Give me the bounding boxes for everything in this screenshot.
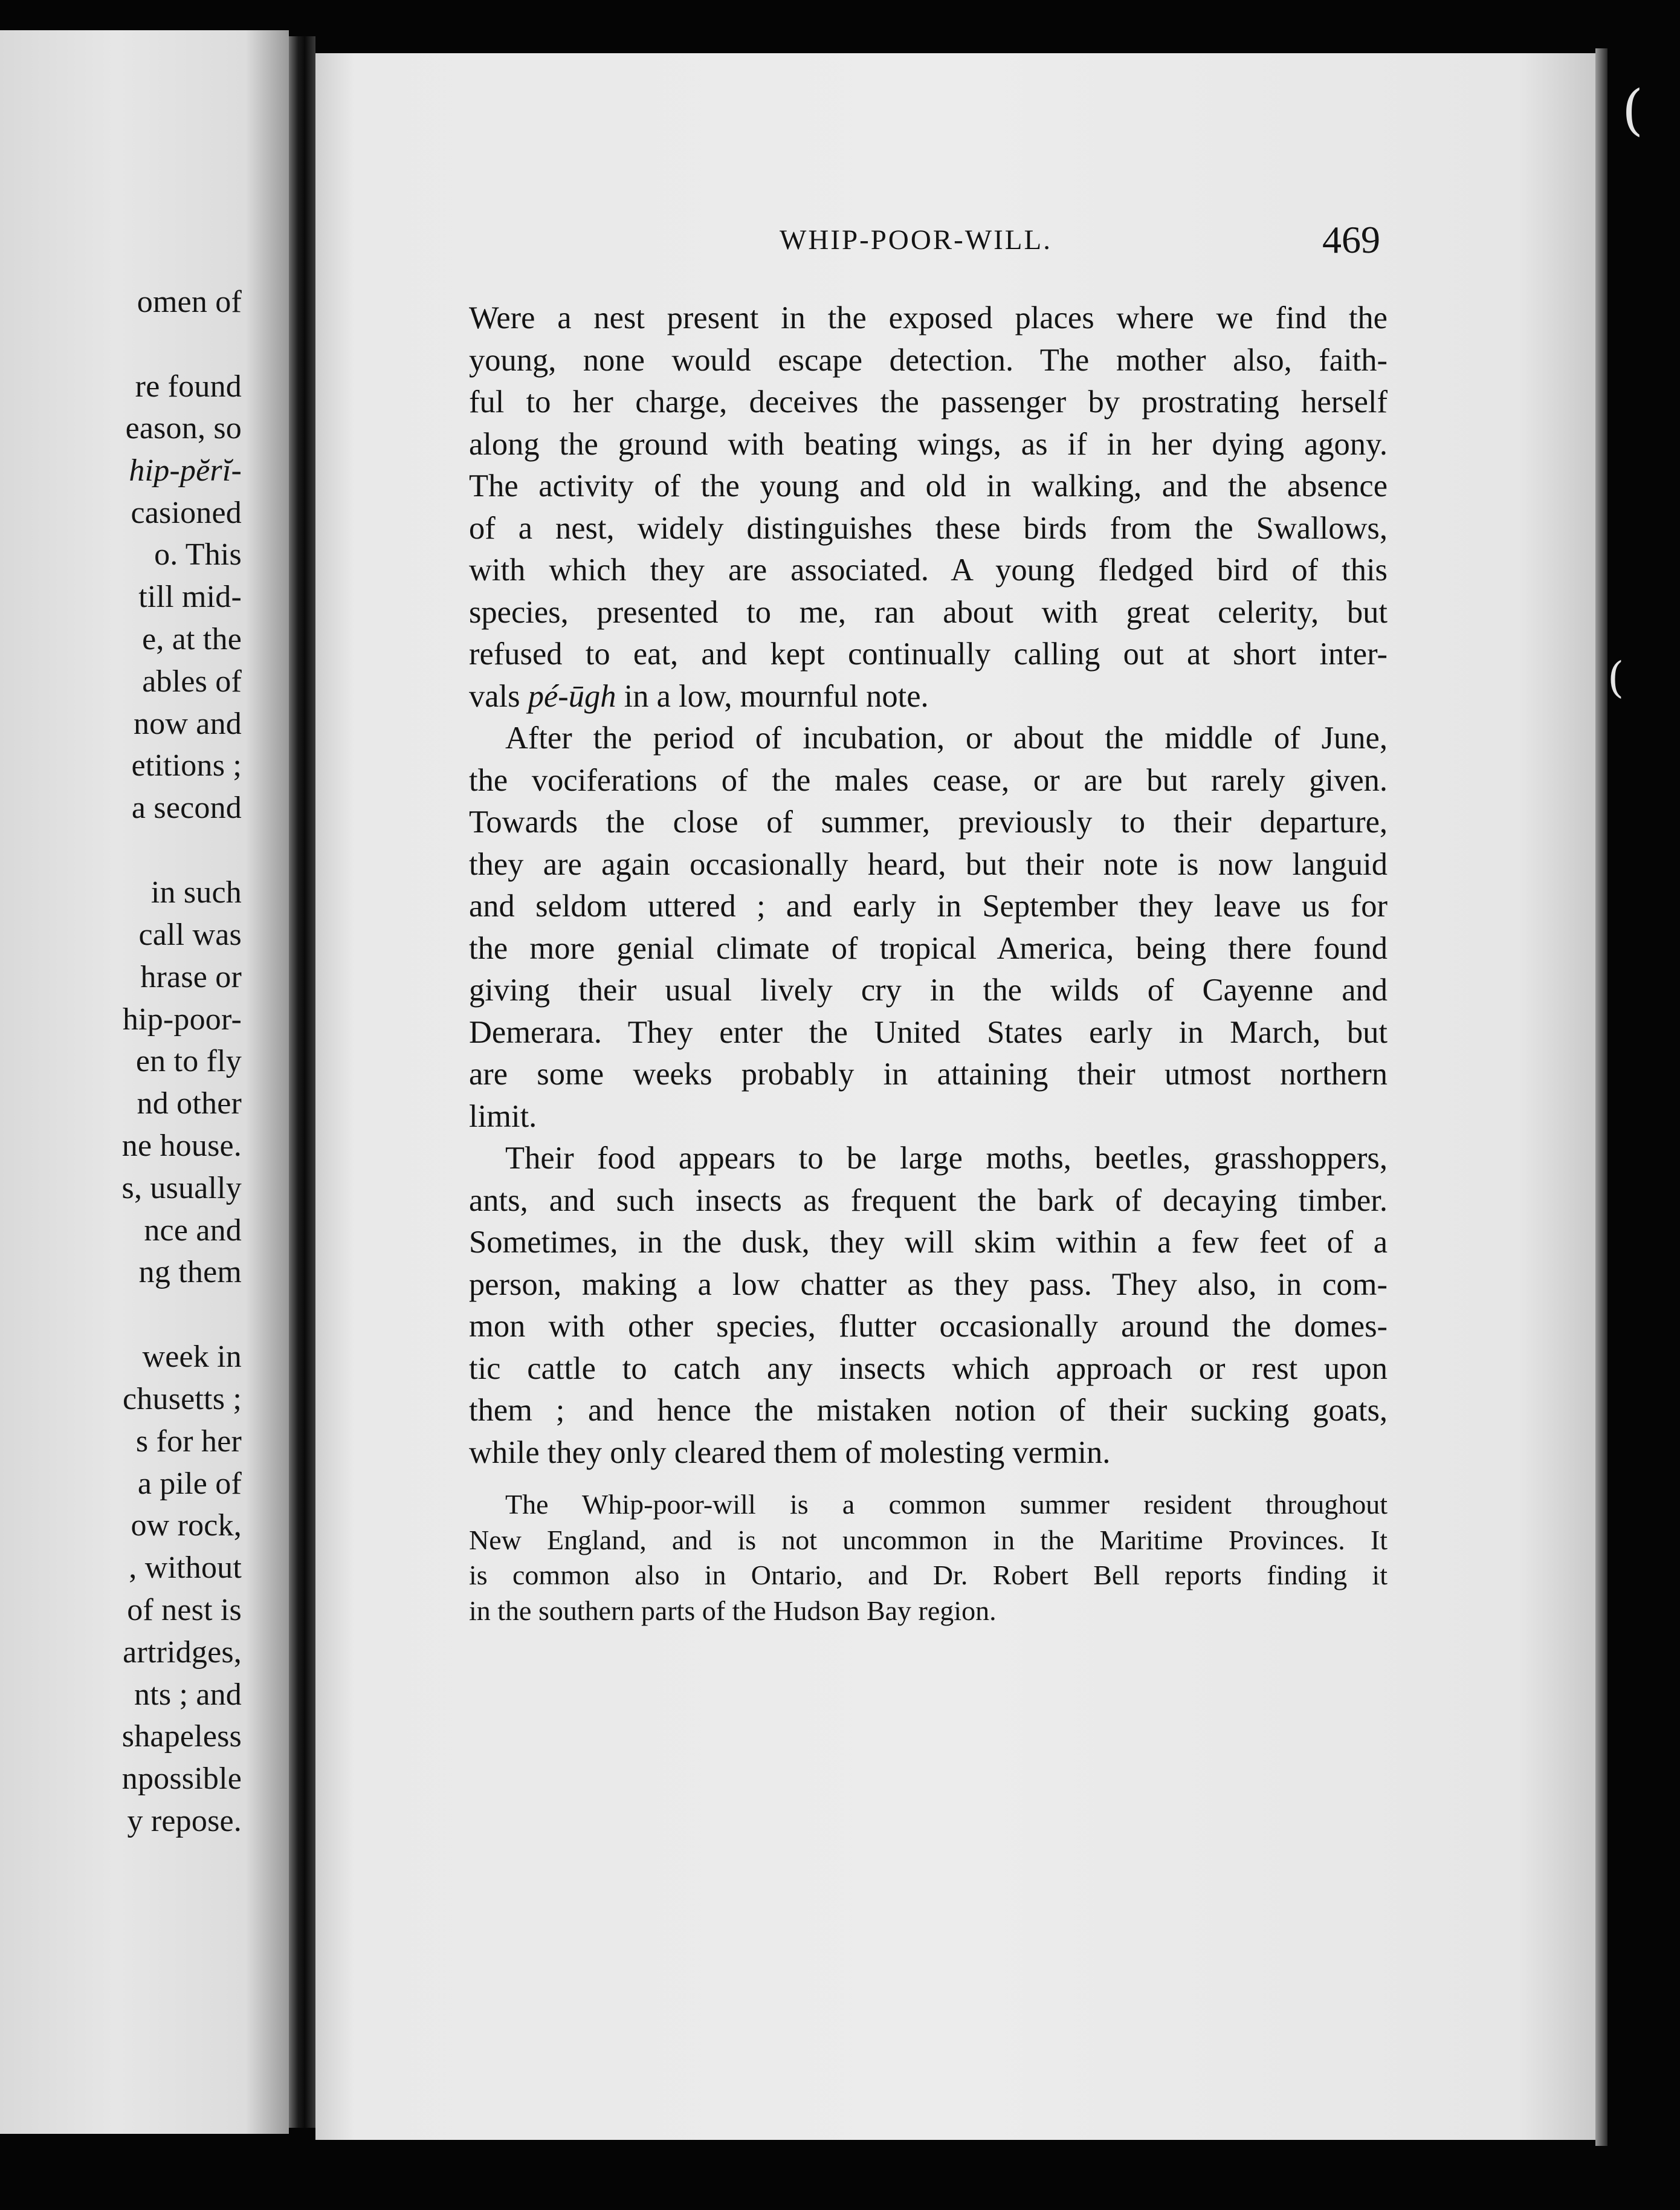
left-page-line: nd other [137, 1086, 242, 1121]
text-line: Their food appears to be large moths, beetles, grasshoppers, [505, 1141, 1388, 1176]
left-page-line: casioned [131, 496, 242, 530]
left-facing-page [0, 30, 289, 2134]
paragraph-3 [469, 1138, 1388, 1474]
left-page-line: a pile of [137, 1466, 242, 1501]
text-line: young, none would escape detection. The mother also, faith- [469, 342, 1388, 378]
left-page-line: en to fly [135, 1044, 242, 1078]
left-page-line: omen of [137, 285, 242, 319]
note-line: New England, and is not uncommon in the Maritime Provinces. It [469, 1524, 1388, 1555]
italic-call-note: pé-ūgh [528, 678, 616, 714]
text-line: while they only cleared them of molesting vermin. [469, 1434, 1111, 1470]
scan-margin-mark: ( [1622, 79, 1644, 142]
page-number: 469 [1322, 218, 1380, 261]
text-fragment: vals [469, 678, 528, 714]
text-line: are some weeks probably in attaining their utmost northern [469, 1057, 1388, 1092]
body-text [469, 297, 1388, 1474]
left-page-line: nts ; and [134, 1677, 242, 1712]
left-page-line: week in [142, 1340, 242, 1374]
text-line: person, making a low chatter as they pass. They also, in com- [469, 1266, 1388, 1302]
left-page-line: y repose. [127, 1804, 242, 1838]
text-line: limit. [469, 1098, 537, 1134]
note-line: The Whip-poor-will is a common summer resident throughout [505, 1489, 1388, 1520]
paragraph-1 [469, 297, 1388, 718]
text-line: Were a nest present in the exposed places where we find the [469, 300, 1388, 335]
left-page-line: hip-poor- [122, 1002, 242, 1037]
left-page-line: chusetts ; [123, 1382, 242, 1416]
text-line: species, presented to me, ran about with great celerity, but [469, 594, 1388, 630]
page-edge [1595, 48, 1607, 2146]
text-line: Demerara. They enter the United States early in March, but [469, 1014, 1388, 1050]
text-line: with which they are associated. A young fledged bird of this [469, 552, 1388, 588]
left-page-line: of nest is [127, 1593, 242, 1627]
left-page-line: a second [131, 791, 242, 825]
left-page-line: npossible [121, 1761, 242, 1796]
paragraph-2 [469, 718, 1388, 1138]
text-line: they are again occasionally heard, but their note is now languid [469, 846, 1388, 882]
left-page-line: , without [129, 1551, 242, 1585]
text-line: Sometimes, in the dusk, they will skim within a few feet of a [469, 1225, 1388, 1260]
text-line: After the period of incubation, or about the middle of June, [505, 721, 1388, 756]
text-line: tic cattle to catch any insects which approach or rest upon [469, 1350, 1388, 1386]
running-head: WHIP-POOR-WILL. [780, 224, 1052, 256]
left-page-line: ne house. [121, 1129, 242, 1163]
text-line: the more genial climate of tropical America, being there found [469, 930, 1388, 966]
text-line: ful to her charge, deceives the passenger by prostrating herself [469, 384, 1388, 420]
left-page-line: ng them [138, 1255, 242, 1289]
scan-margin-mark: ( [1607, 653, 1624, 702]
left-page-line: artridges, [123, 1635, 242, 1670]
left-page-line: in such [150, 875, 242, 910]
text-line: giving their usual lively cry in the wilds of Cayenne and [469, 973, 1388, 1008]
left-page-line: ow rock, [131, 1508, 242, 1543]
text-line: refused to eat, and kept continually calling out at short inter- [469, 637, 1388, 672]
left-page-line: till mid- [138, 580, 242, 614]
text-line: along the ground with beating wings, as if in her dying agony. [469, 426, 1388, 462]
left-page-line: s for her [135, 1424, 242, 1459]
left-page-line: eason, so [125, 411, 242, 446]
book-gutter [289, 36, 315, 2128]
left-page-line: o. This [154, 537, 242, 572]
left-page-line: call was [138, 918, 242, 952]
left-page-line: nce and [144, 1213, 242, 1248]
text-line: mon with other species, flutter occasionally around the domes- [469, 1309, 1388, 1344]
left-page-line: ables of [142, 664, 242, 699]
left-page-line: shapeless [121, 1719, 242, 1754]
text-line: and seldom uttered ; and early in September they leave us for [469, 889, 1388, 924]
note-line: is common also in Ontario, and Dr. Robert Bell reports finding it [469, 1560, 1388, 1590]
left-page-line: etitions ; [131, 748, 242, 783]
note-line: in the southern parts of the Hudson Bay region. [469, 1595, 997, 1626]
text-line: Towards the close of summer, previously to their departure, [469, 805, 1388, 840]
text-line: of a nest, widely distinguishes these birds from the Swallows, [469, 510, 1388, 546]
text-line: ants, and such insects as frequent the bark of decaying timber. [469, 1182, 1388, 1218]
text-fragment: in a low, mournful note. [616, 678, 929, 714]
left-page-line: hip-pĕrĭ- [129, 453, 242, 488]
left-page-line: now and [133, 707, 242, 741]
editor-note [469, 1487, 1388, 1628]
text-line [469, 676, 1388, 718]
left-page-line: hrase or [140, 960, 242, 994]
left-page-line: re found [135, 369, 242, 404]
text-line: them ; and hence the mistaken notion of their sucking goats, [469, 1393, 1388, 1428]
text-line: the vociferations of the males cease, or are but rarely given. [469, 762, 1388, 798]
left-page-line: e, at the [142, 622, 242, 656]
text-line: The activity of the young and old in walking, and the absence [469, 468, 1388, 504]
left-page-line: s, usually [121, 1171, 242, 1205]
